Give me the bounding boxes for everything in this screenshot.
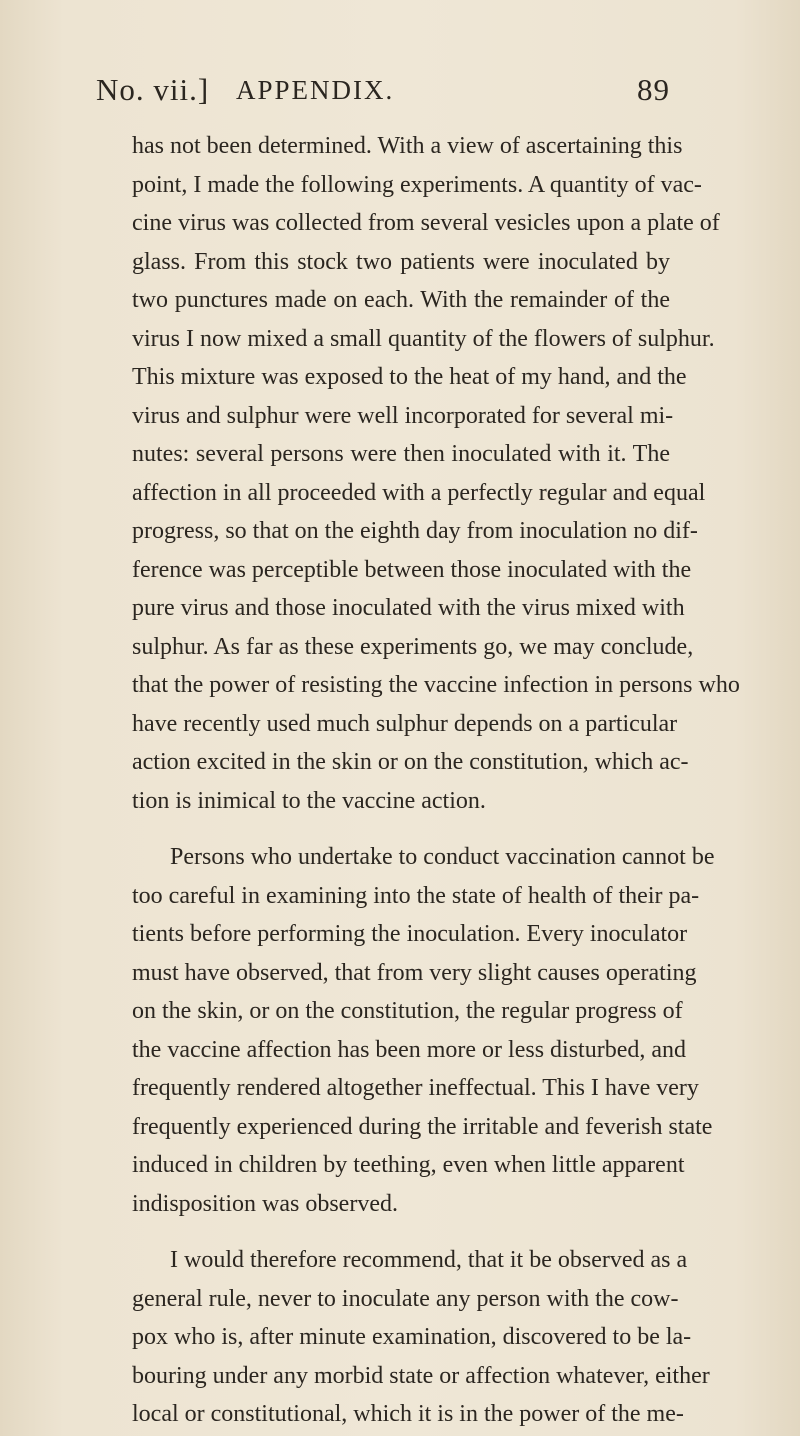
text-line: pox who is, after minute examination, discovered to be la- <box>132 1324 692 1350</box>
text-line: bouring under any morbid state or affection whatever, either <box>132 1362 710 1389</box>
text-line: nutes: several persons were then inoculated with it. The <box>132 441 670 467</box>
text-line: that the power of resisting the vaccine infection in persons who <box>132 672 740 698</box>
text-line: two punctures made on each. With the remainder of the <box>132 287 670 313</box>
section-number: No. vii.] <box>96 72 210 107</box>
text-line: indisposition was observed. <box>132 1190 398 1217</box>
running-header <box>96 70 670 110</box>
text-line: action excited in the skin or on the constitution, which ac- <box>132 749 689 775</box>
text-line: too careful in examining into the state of health of their pa- <box>132 882 700 909</box>
text-line: sulphur. As far as these experiments go, we may conclude, <box>132 633 694 660</box>
text-line: point, I made the following experiments. A quantity of vac- <box>132 171 702 198</box>
text-line: must have observed, that from very slight causes operating <box>132 959 697 986</box>
text-line: tients before performing the inoculation. Every inoculator <box>132 921 688 947</box>
text-line: on the skin, or on the constitution, the regular progress of <box>132 998 683 1024</box>
running-title: APPENDIX. <box>236 75 395 105</box>
text-line: induced in children by teething, even when little apparent <box>132 1152 685 1178</box>
text-line: ference was perceptible between those inoculated with the <box>132 556 692 583</box>
page-number: 89 <box>637 72 670 107</box>
text-line: frequently rendered altogether ineffectual. This I have very <box>132 1075 699 1101</box>
text-line: Persons who undertake to conduct vaccination cannot be <box>170 844 715 870</box>
text-line: virus and sulphur were well incorporated for several mi- <box>132 402 674 429</box>
text-line: tion is inimical to the vaccine action. <box>132 787 486 814</box>
text-line: has not been determined. With a view of ascertaining this <box>132 133 683 159</box>
text-line: local or constitutional, which it is in the power of the me- <box>132 1401 684 1427</box>
text-line: frequently experienced during the irritable and feverish state <box>132 1113 713 1140</box>
text-line: progress, so that on the eighth day from inoculation no dif- <box>132 518 698 544</box>
text-line: affection in all proceeded with a perfectly regular and equal <box>132 479 706 506</box>
text-line: pure virus and those inoculated with the virus mixed with <box>132 595 685 621</box>
text-line: general rule, never to inoculate any person with the cow- <box>132 1285 679 1312</box>
text-line: the vaccine affection has been more or less disturbed, and <box>132 1036 687 1063</box>
text-line: glass. From this stock two patients were inoculated by <box>132 248 670 275</box>
text-line: I would therefore recommend, that it be observed as a <box>170 1247 688 1273</box>
text-line: virus I now mixed a small quantity of the flowers of sulphur. <box>132 325 715 352</box>
text-line: This mixture was exposed to the heat of my hand, and the <box>132 364 687 390</box>
text-line: have recently used much sulphur depends on a particular <box>132 710 678 737</box>
text-line: cine virus was collected from several vesicles upon a plate of <box>132 210 720 236</box>
